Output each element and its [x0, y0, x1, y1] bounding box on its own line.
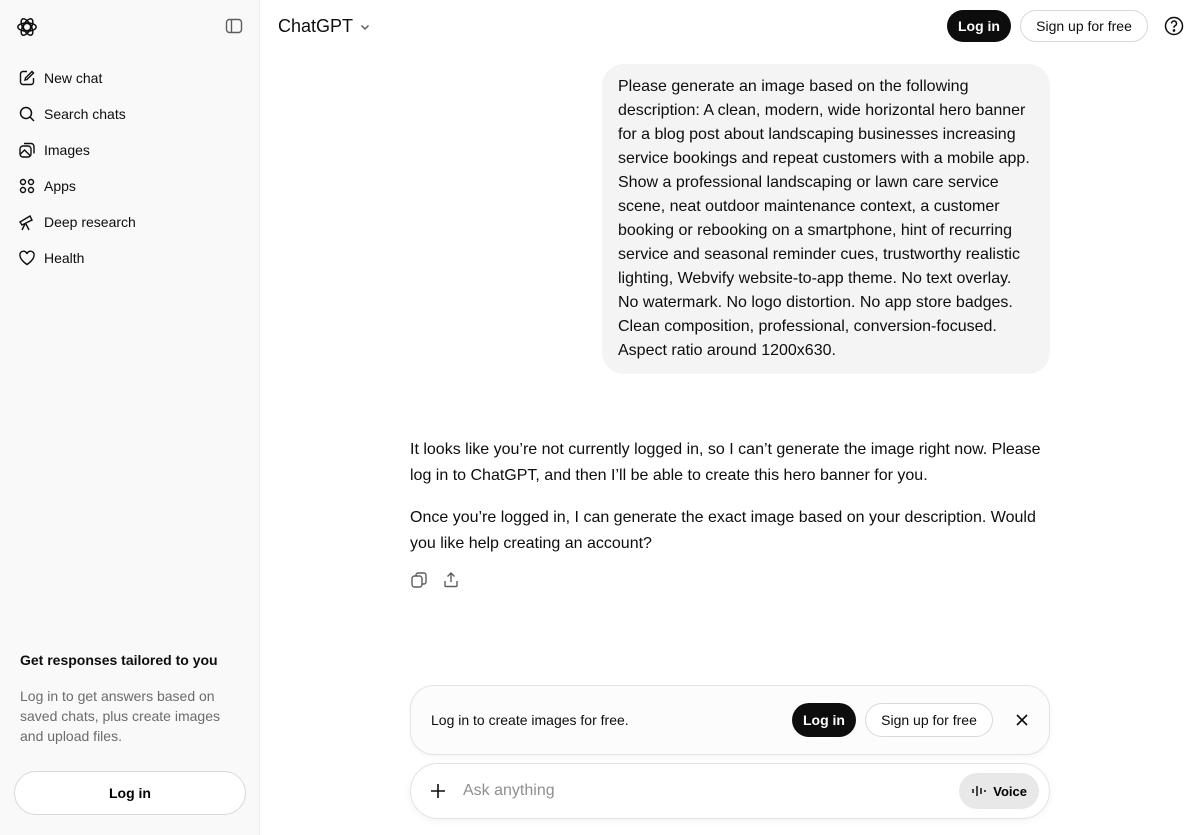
- model-selector[interactable]: [278, 16, 371, 37]
- openai-logo-icon[interactable]: [16, 16, 38, 38]
- voice-button[interactable]: [959, 773, 1039, 809]
- search-icon: [18, 105, 36, 123]
- sidebar-item-health[interactable]: [8, 240, 252, 276]
- sidebar-item-label: New chat: [44, 70, 103, 86]
- page-title: ChatGPT: [278, 16, 354, 36]
- sidebar-item-apps[interactable]: [8, 168, 252, 204]
- images-icon: [18, 141, 36, 159]
- banner-signup-button[interactable]: Sign up for free: [865, 703, 993, 737]
- waveform-icon: [971, 784, 987, 798]
- composer: [410, 763, 1050, 819]
- sidebar-item-label: Health: [44, 250, 85, 266]
- sidebar-item-images[interactable]: [8, 132, 252, 168]
- sidebar-item-label: Apps: [44, 178, 76, 194]
- sidebar-nav: [8, 60, 252, 276]
- banner-login-button[interactable]: Log in: [792, 703, 856, 737]
- header-signup-button[interactable]: Sign up for free: [1020, 10, 1148, 42]
- assistant-paragraph: Once you’re logged in, I can generate the exact image based on your description. Would you like help creating an account?: [410, 509, 1036, 552]
- close-icon[interactable]: [1015, 713, 1029, 727]
- apps-icon: [18, 177, 36, 195]
- sidebar-toggle-icon[interactable]: [225, 17, 243, 35]
- login-banner: [410, 685, 1050, 755]
- header-login-button[interactable]: Log in: [947, 10, 1011, 42]
- voice-label: Voice: [993, 783, 1027, 799]
- sidebar-login-button[interactable]: Log in: [14, 771, 246, 815]
- edit-icon: [18, 69, 36, 87]
- banner-text: Log in to create images for free.: [431, 712, 629, 728]
- help-icon[interactable]: [1164, 16, 1184, 36]
- assistant-message: [410, 437, 1060, 573]
- heart-icon: [18, 249, 36, 267]
- user-message: Please generate an image based on the following description: A clean, modern, wide horizontal hero banner for a blog post about landscaping businesses increasing service bookings and repeat customers with a mobile app. Show a professional landscaping or lawn care service scene, neat outdoor maintenance context, a customer booking or rebooking on a smartphone, hint of recurring service and seasonal reminder cues, trustworthy realistic lighting, Webvify website-to-app theme. No text overlay. No watermark. No logo distortion. No app store badges. Clean composition, professional, conversion-focused. Aspect ratio around 1200x630.: [602, 64, 1050, 374]
- chevron-down-icon: [359, 21, 371, 33]
- share-icon[interactable]: [442, 571, 460, 589]
- assistant-paragraph: It looks like you’re not currently logged in, so I can’t generate the image right now. Please log in to ChatGPT, and then I’ll be able to create this hero banner for you.: [410, 441, 1041, 484]
- sidebar: [0, 0, 260, 835]
- sidebar-item-label: Deep research: [44, 214, 136, 230]
- promo-text: Log in to get answers based on saved chats, plus create images and upload files.: [20, 688, 220, 744]
- promo-title: Get responses tailored to you: [20, 652, 218, 668]
- plus-icon[interactable]: [429, 782, 447, 800]
- copy-icon[interactable]: [410, 571, 428, 589]
- login-promo: [20, 652, 240, 746]
- sidebar-item-label: Images: [44, 142, 90, 158]
- sidebar-item-label: Search chats: [44, 106, 126, 122]
- sidebar-item-search-chats[interactable]: [8, 96, 252, 132]
- message-actions: [410, 571, 460, 589]
- chat-input[interactable]: [463, 782, 959, 800]
- sidebar-item-deep-research[interactable]: [8, 204, 252, 240]
- sidebar-item-new-chat[interactable]: [8, 60, 252, 96]
- telescope-icon: [18, 213, 36, 231]
